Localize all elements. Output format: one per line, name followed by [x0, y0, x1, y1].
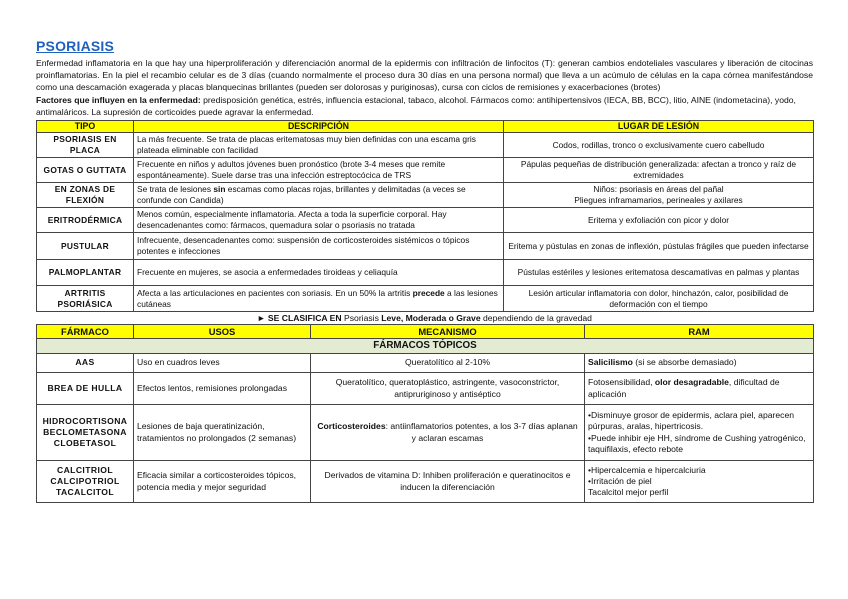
ram-cell: [585, 354, 814, 373]
type-cell: ERITRODÉRMICA: [37, 208, 134, 233]
uses-cell: Eficacia similar a corticosteroides tópicos, potencia media y mejor seguridad: [134, 461, 311, 503]
table-row: [37, 158, 814, 183]
desc-bold: sin: [213, 184, 226, 195]
table-row: [37, 461, 814, 503]
header-ram: RAM: [585, 325, 814, 339]
desc-text: Afecta a las articulaciones en pacientes con soriasis. En un 50% la artritis: [137, 287, 413, 298]
table-row: [37, 286, 814, 312]
type-text: EN ZONAS DE: [54, 184, 116, 195]
location-cell: Pápulas pequeñas de distribución generalizada: afectan a tronco y raíz de extremidades: [504, 158, 814, 183]
drug-name: TACALCITOL: [55, 487, 115, 498]
table-row: [37, 233, 814, 260]
ram-text: Fotosensibilidad,: [588, 377, 655, 388]
drug-name: BECLOMETASONA: [43, 426, 127, 437]
ram-cell: [585, 373, 814, 405]
type-cell: [37, 183, 134, 208]
table-row: [37, 405, 814, 461]
mechanism-bold: Corticosteroides: [317, 421, 386, 432]
type-cell: PALMOPLANTAR: [37, 260, 134, 286]
mechanism-cell: Derivados de vitamina D: Inhiben proliferación e queratinocitos e inducen la diferenciación: [311, 461, 585, 503]
ram-text: •Disminuye grosor de epidermis, aclara piel, aparecen púrpuras, aralas, hipertricosis.: [588, 410, 795, 432]
classification-text: dependiendo de la gravedad: [480, 313, 592, 324]
types-table-header: [37, 121, 814, 133]
desc-text: a las lesiones cutáneas: [137, 287, 498, 309]
section-title: FÁRMACOS TÓPICOS: [37, 339, 814, 354]
uses-cell: Efectos lentos, remisiones prolongadas: [134, 373, 311, 405]
ram-text: •Puede inhibir eje HH, síndrome de Cushing yatrogénico, taquifilaxis, efecto rebote: [588, 432, 806, 454]
page-title: PSORIASIS: [36, 38, 115, 54]
type-cell: GOTAS O GUTTATA: [37, 158, 134, 183]
location-cell: Eritema y pústulas en zonas de inflexión, pústulas frágiles que pueden infectarse: [504, 233, 814, 260]
table-row: [37, 133, 814, 158]
header-uses: USOS: [134, 325, 311, 339]
description-cell: Menos común, especialmente inflamatoria. Afecta a toda la superficie corporal. Hay desencadenantes como: fármacos, quemadura solar o psoriasis no tratada: [134, 208, 504, 233]
arrow-icon: ►: [257, 313, 268, 324]
mechanism-cell: Queratolítico, queratoplástico, astringente, vasoconstrictor, antipruriginoso y antiséptico: [311, 373, 585, 405]
description-cell: La más frecuente. Se trata de placas eritematosas muy bien definidas con una escama gris plateada eliminable con facilidad: [134, 133, 504, 158]
table-row: [37, 260, 814, 286]
table-row: [37, 373, 814, 405]
description-cell: [134, 286, 504, 312]
description-cell: Frecuente en mujeres, se asocia a enfermedades tiroideas y celiaquía: [134, 260, 504, 286]
location-cell: [504, 183, 814, 208]
loc-text: Pliegues inframamarios, perineales y axilares: [574, 195, 743, 206]
description-cell: [134, 183, 504, 208]
header-location: LUGAR DE LESIÓN: [504, 121, 814, 133]
table-row: [37, 183, 814, 208]
location-cell: Codos, rodillas, tronco o exclusivamente cuero cabelludo: [504, 133, 814, 158]
factors-label: Factores que influyen en la enfermedad:: [36, 94, 201, 105]
header-description: DESCRIPCIÓN: [134, 121, 504, 133]
classification-label: SE CLASIFICA EN: [267, 313, 342, 324]
drug-name: HIDROCORTISONA: [42, 415, 128, 426]
loc-text: Niños: psoriasis en áreas del pañal: [593, 184, 724, 195]
classification-line: [36, 312, 813, 324]
type-text: PSORIASIS: [53, 134, 105, 145]
table-row: [37, 354, 814, 373]
document-page: [36, 38, 813, 503]
location-cell: Eritema y exfoliación con picor y dolor: [504, 208, 814, 233]
description-cell: Frecuente en niños y adultos jóvenes buen pronóstico (brote 3-4 meses que remite espontáneamente). Suele darse tras una infección estreptocócica de TRS: [134, 158, 504, 183]
mechanism-cell: Queratolítico al 2-10%: [311, 354, 585, 373]
drug-name: CLOBETASOL: [53, 438, 117, 449]
drug-name: CALCITRIOL: [56, 464, 114, 475]
header-drug: FÁRMACO: [37, 325, 134, 339]
ram-text: •Hipercalcemia e hipercalciuria: [588, 464, 706, 475]
ram-text: Tacalcitol mejor perfil: [588, 487, 669, 498]
desc-bold: precede: [412, 287, 445, 298]
type-cell: [37, 286, 134, 312]
type-cell: PUSTULAR: [37, 233, 134, 260]
uses-cell: Lesiones de baja queratinización, tratamientos no prolongados (2 semanas): [134, 405, 311, 461]
drugs-table: [36, 324, 814, 503]
ram-text: , dificultad de aplicación: [588, 377, 780, 399]
uses-cell: Uso en cuadros leves: [134, 354, 311, 373]
description-cell: Infrecuente, desencadenantes como: suspensión de corticosteroides sistémicos o tópicos potentes e infecciones: [134, 233, 504, 260]
mechanism-text: : antiinflamatorios potentes, a los 3-7 días aplanan y aclaran escamas: [385, 421, 578, 443]
desc-text: Se trata de lesiones: [137, 184, 214, 195]
drugs-table-header: [37, 325, 814, 339]
drug-cell: [37, 461, 134, 503]
ram-bold: Salicilismo: [588, 357, 633, 368]
types-table: [36, 120, 814, 312]
drug-name: CALCIPOTRIOL: [50, 475, 120, 486]
drug-cell: BREA DE HULLA: [37, 373, 134, 405]
ram-cell: [585, 405, 814, 461]
classification-text: Psoriasis: [341, 313, 382, 324]
type-text: FLEXIÓN: [65, 195, 105, 206]
type-text: ARTRITIS: [64, 287, 106, 298]
ram-text: •Irritación de piel: [588, 475, 652, 486]
ram-cell: [585, 461, 814, 503]
type-text: EN: [104, 134, 117, 145]
factors-paragraph: [36, 94, 813, 118]
classification-grades: Leve, Moderada o Grave: [381, 313, 481, 324]
drug-cell: [37, 405, 134, 461]
desc-text: escamas como placas rojas, brillantes y delimitadas (a veces se confunde con Candida): [137, 184, 466, 206]
type-text: PLACA: [69, 145, 101, 156]
location-cell: Pústulas estériles y lesiones eritematosa descamativas en palmas y plantas: [504, 260, 814, 286]
factors-text: predisposición genética, estrés, influencia estacional, tabaco, alcohol. Fármacos como: antihipertensivos (IECA, BB, BCC), litio, AINE (indometacina), yodo, antimaláricos. La supresión de corticoides puede agravar la enfermedad.: [36, 94, 796, 117]
type-text: PSORIÁSICA: [57, 298, 113, 309]
location-cell: Lesión articular inflamatoria con dolor, hinchazón, calor, posibilidad de deformación con el tiempo: [504, 286, 814, 312]
table-row: [37, 208, 814, 233]
drug-cell: AAS: [37, 354, 134, 373]
type-cell: [37, 133, 134, 158]
header-mechanism: MECANISMO: [311, 325, 585, 339]
header-type: TIPO: [37, 121, 134, 133]
ram-text: (si se absorbe demasiado): [632, 357, 737, 368]
mechanism-cell: [311, 405, 585, 461]
section-row: [37, 339, 814, 354]
intro-paragraph: Enfermedad inflamatoria en la que hay una hiperproliferación y diferenciación anormal de la epidermis con infiltración de linfocitos (T): generan cambios endoteliales vasculares y liberación de citocinas proinflamatorias. En la piel el recambio celular es de 3 días (cuando normalmente el proceso dura 30 días en una persona normal) que lleva a un acúmulo de células en la capa córnea manifestándose como una descamación exagerada y placas blanquecinas brillantes (pueden ser dolorosas y puriginosas), cursa con ciclos de remisiones y exacerbaciones (brotes): [36, 58, 813, 93]
ram-bold: olor desagradable: [654, 377, 729, 388]
